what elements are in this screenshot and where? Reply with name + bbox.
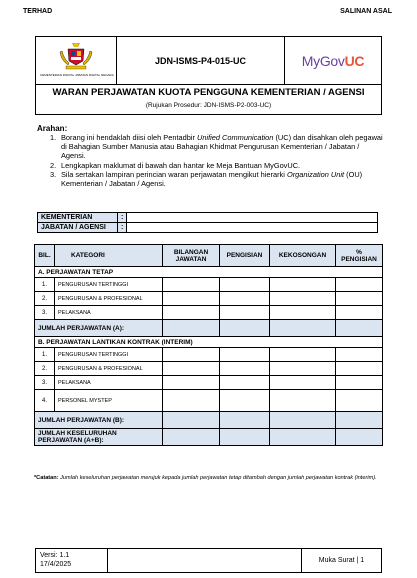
- col-peratus: % PENGISIAN: [336, 245, 383, 267]
- instructions-list: [50, 133, 385, 188]
- section-b-title: B. PERJAWATAN LANTIKAN KONTRAK (INTERIM): [35, 337, 383, 348]
- table-row: 4. PERSONEL MYSTEP: [35, 390, 383, 412]
- instruction-item: 1. Borang ini hendaklah diisi oleh Pentadbir Unified Communication (UC) dan disahkan oleh pegawai di Bahagian Sumber Manusia atau Bahagian Khidmat Pengurusan Kementerian / Jabatan / Agensi.: [50, 133, 383, 161]
- document-footer: [35, 548, 382, 573]
- input-cell[interactable]: [336, 390, 383, 412]
- input-cell[interactable]: [220, 278, 270, 292]
- input-cell[interactable]: [336, 362, 383, 376]
- ministry-caption: KEMENTERIAN DIGITAL JABATAN DIGITAL NEGARA: [40, 73, 114, 77]
- copy-label: SALINAN ASAL: [340, 8, 392, 15]
- brand-my: My: [301, 53, 320, 69]
- table-row: 1. PENGURUSAN TERTINGGI: [35, 348, 383, 362]
- input-cell[interactable]: [336, 292, 383, 306]
- table-row: 2. PENGURUSAN & PROFESIONAL: [35, 292, 383, 306]
- col-kategori: KATEGORI: [55, 245, 163, 267]
- input-cell[interactable]: [220, 348, 270, 362]
- table-row: 3. PELAKSANA: [35, 306, 383, 320]
- input-cell[interactable]: [270, 390, 336, 412]
- instructions-title: Arahan:: [37, 124, 68, 133]
- input-cell[interactable]: [220, 362, 270, 376]
- kementerian-field[interactable]: [127, 213, 378, 223]
- input-cell[interactable]: [163, 390, 220, 412]
- document-header: [35, 36, 382, 115]
- col-bilangan: BILANGAN JAWATAN: [163, 245, 220, 267]
- ministry-logo: [36, 37, 117, 85]
- grand-total-row: JUMLAH KESELURUHAN PERJAWATAN (A+B):: [35, 429, 383, 446]
- note: *Catatan: Jumlah keseluruhan perjawatan merujuk kepada jumlah perjawatan tetap ditambah dengan jumlah perjawatan kontrak (interim).: [34, 475, 377, 481]
- input-cell[interactable]: [336, 278, 383, 292]
- col-kekosongan: KEKOSONGAN: [270, 245, 336, 267]
- page-number: Muka Surat | 1: [301, 549, 381, 572]
- jabatan-field[interactable]: [127, 223, 378, 233]
- document-reference: (Rujukan Prosedur: JDN-ISMS-P2-003-UC): [145, 102, 272, 109]
- input-cell[interactable]: [220, 292, 270, 306]
- version-label: Versi: 1.1: [40, 552, 70, 559]
- input-cell[interactable]: [220, 390, 270, 412]
- brand-gov: Gov: [319, 53, 345, 69]
- coat-of-arms-icon: [58, 41, 94, 71]
- input-cell[interactable]: [270, 306, 336, 320]
- agency-info-table: KEMENTERIAN : JABATAN / AGENSI :: [37, 212, 378, 233]
- input-cell[interactable]: [163, 278, 220, 292]
- input-cell[interactable]: [220, 306, 270, 320]
- version-date: 17/4/2025: [40, 561, 72, 568]
- input-cell[interactable]: [270, 348, 336, 362]
- input-cell[interactable]: [336, 348, 383, 362]
- document-code: JDN-ISMS-P4-015-UC: [117, 37, 285, 85]
- document-title: WARAN PERJAWATAN KUOTA PENGGUNA KEMENTERIAN / AGENSI: [52, 87, 365, 98]
- input-cell[interactable]: [163, 362, 220, 376]
- total-row-b: JUMLAH PERJAWATAN (B):: [35, 412, 383, 429]
- instruction-item: 3. Sila sertakan lampiran perincian waran perjawatan mengikut hierarki Organization Unit (OU) Kementerian / Jabatan / Agensi.: [50, 169, 363, 189]
- table-row: 3. PELAKSANA: [35, 376, 383, 390]
- input-cell[interactable]: [163, 348, 220, 362]
- classification-label: TERHAD: [23, 8, 53, 15]
- table-row: 2. PENGURUSAN & PROFESIONAL: [35, 362, 383, 376]
- total-row-a: JUMLAH PERJAWATAN (A):: [35, 320, 383, 337]
- col-pengisian: PENGISIAN: [220, 245, 270, 267]
- input-cell[interactable]: [163, 306, 220, 320]
- brand-uc: UC: [344, 53, 365, 69]
- section-a-title: A. PERJAWATAN TETAP: [35, 267, 383, 278]
- input-cell[interactable]: [336, 376, 383, 390]
- input-cell[interactable]: [270, 292, 336, 306]
- kementerian-label: KEMENTERIAN: [38, 213, 118, 223]
- input-cell[interactable]: [163, 376, 220, 390]
- staffing-table: [34, 244, 383, 446]
- jabatan-label: JABATAN / AGENSI: [38, 223, 118, 233]
- input-cell[interactable]: [336, 306, 383, 320]
- instruction-item: 2. Lengkapkan maklumat di bawah dan hantar ke Meja Bantuan MyGovUC.: [50, 160, 301, 170]
- input-cell[interactable]: [163, 292, 220, 306]
- input-cell[interactable]: [270, 278, 336, 292]
- table-row: 1. PENGURUSAN TERTINGGI: [35, 278, 383, 292]
- input-cell[interactable]: [220, 376, 270, 390]
- mygovuc-logo: [285, 37, 381, 85]
- input-cell[interactable]: [270, 362, 336, 376]
- col-bil: BIL.: [35, 245, 55, 267]
- input-cell[interactable]: [270, 376, 336, 390]
